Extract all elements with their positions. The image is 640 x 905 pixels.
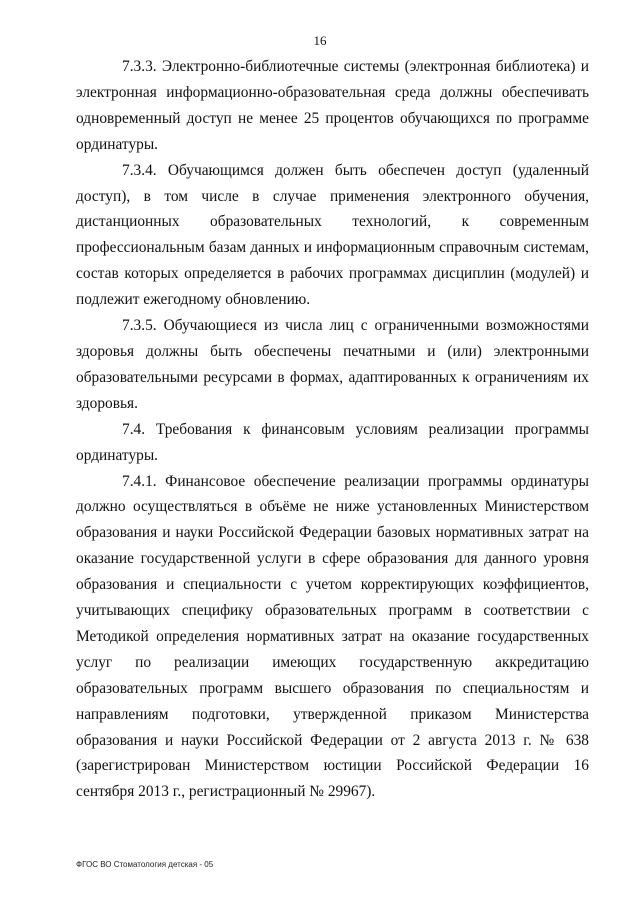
- paragraph-7-4-1: 7.4.1. Финансовое обеспечение реализации программы ординатуры должно осуществляться в объёме не ниже установленных Министерством образования и науки Российской Федерации базовых нормативных затрат на оказание государственной услуги в сфере образования для данного уровня образования и специальности с учетом корректирующих коэффициентов, учитывающих специфику образовательных программ в соответствии с Методикой определения нормативных затрат на оказание государственных услуг по реализации имеющих государственную аккредитацию образовательных программ высшего образования по специальностям и направлениям подготовки, утвержденной приказом Министерства образования и науки Российской Федерации от 2 августа 2013 г. № 638 (зарегистрирован Министерством юстиции Российской Федерации 16 сентября 2013 г., регистрационный № 29967).: [76, 472, 589, 801]
- paragraph-7-3-5: 7.3.5. Обучающиеся из числа лиц с ограниченными возможностями здоровья должны быть обеспечены печатными и (или) электронными образовательными ресурсами в формах, адаптированных к ограничениям их здоровья.: [76, 317, 589, 412]
- page-footer: ФГОС ВО Стоматология детская - 05: [76, 860, 214, 869]
- section-heading-7-4: 7.4. Требования к финансовым условиям реализации программы ординатуры.: [76, 420, 589, 464]
- document-body: [76, 54, 589, 805]
- paragraph-7-3-3: 7.3.3. Электронно-библиотечные системы (электронная библиотека) и электронная информационно-образовательная среда должны обеспечивать одновременный доступ не менее 25 процентов обучающихся по программе ординатуры.: [76, 58, 589, 153]
- paragraph-7-3-4: 7.3.4. Обучающимся должен быть обеспечен доступ (удаленный доступ), в том числе в случае применения электронного обучения, дистанционных образовательных технологий, к современным профессиональным базам данных и информационным справочным системам, состав которых определяется в рабочих программах дисциплин (модулей) и подлежит ежегодному обновлению.: [76, 161, 589, 309]
- page-number: 16: [313, 33, 327, 48]
